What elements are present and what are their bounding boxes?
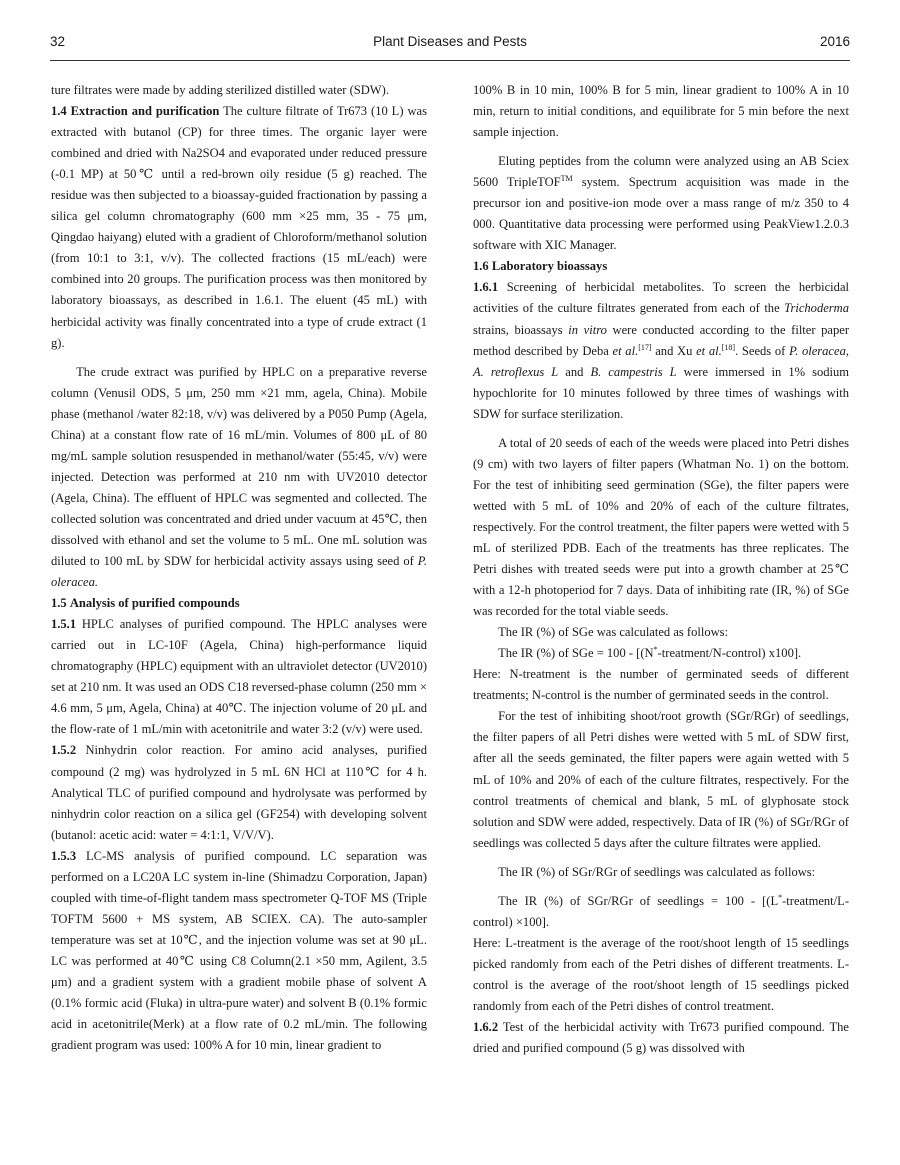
formula-text: The IR (%) of SGr/RGr of seedlings = 100 - [(L — [498, 893, 779, 908]
citation-ref: [17] — [638, 342, 652, 352]
section-text: The culture filtrate of Tr673 (10 L) was extracted with butanol (CP) for three times. The organic layer were combined and dried with Na2SO4 and evaporated under reduced pressure (-0.1 MP) at 50℃ until a red-brown oily residue (5 g) reached. The residue was then subjected to a bioassay-guided fractionation by passing a silica gel column chromatography (600 mm ×25 mm, 35 - 75 μm, Qingdao haiyang) eluted with a gradient of Chloroform/methanol solution (from 10:1 to 3:1, v/v). The collected fractions (15 mL/each) were combined into 20 groups. The purification process was then monitored by laboratory bioassays, as described in 1.6.1. The eluent (45 mL) with herbicidal activity was finally concentrated into a type of crude extract (1 g). — [51, 104, 427, 350]
section-1-6 — [473, 256, 849, 277]
subsection-text: LC-MS analysis of purified compound. LC separation was performed on a LC20A LC system in-line (Shimadzu Corporation, Japan) coupled with time-of-flight tandem mass spectrometer Q-TOF MS (Triple TOFTM 5600 + MS system, AB SCIEX. CA). The auto-sampler temperature was set at 10℃, and the injection volume was set at 90 μL. LC was performed at 40℃ using C8 Column(2.1 ×50 mm, Agilent, 3.5 μm) and a gradient system with a gradient mobile phase of solvent A (0.1% formic acid (Fluka) in ultra-pure water) and solvent B (0.1% formic acid in acetonitrile(Merk) at a flow rate of 0.2 mL/min. The following gradient program was used: 100% A for 10 min, linear gradient to — [51, 848, 427, 1053]
species-name: P. oleracea — [789, 343, 846, 358]
et-al: et al. — [696, 343, 722, 358]
latin-term: in vitro — [568, 322, 607, 337]
section-1-4 — [51, 101, 427, 354]
subsection-text: Screening of herbicidal metabolites. To screen the herbicidal activities of the culture filtrates generated from each of the — [473, 280, 850, 316]
formula-text: -treatment/L-control) ×100]. — [473, 893, 849, 929]
paragraph-text: system. Spectrum acquisition was made in the precursor ion and positive-ion mode over a mass range of m/z 350 to 4 000. Quantitative data processing were performed using PeakView1.2.0.3 software with XIC Manager. — [473, 175, 849, 253]
et-al: et al. — [612, 343, 639, 358]
section-number: 1.5 — [51, 596, 67, 611]
species-name: A. retroflexus L — [473, 364, 559, 379]
section-1-6-2 — [473, 1017, 849, 1059]
right-column — [473, 80, 849, 1059]
subsection-number: 1.5.2 — [51, 743, 77, 758]
subsection-text: were conducted according to the filter paper method described by Deba — [473, 322, 850, 358]
running-header — [50, 34, 850, 56]
subsection-text: Test of the herbicidal activity with Tr673 purified compound. The dried and purified compound (5 g) was dissolved with — [473, 1020, 849, 1056]
paragraph-shoot-root: For the test of inhibiting shoot/root growth (SGr/RGr) of seedlings, the filter papers of all Petri dishes were wetted with 5 mL of SDW first, after all the seeds geminated, the filter papers were again wetted with 5 mL of 10% and 20% of each of the culture filtrates, respectively. For the control treatments of chemical and blank, 5 mL of glyphosate stock solution and SDW were added, respectively. Data of IR (%) of SGr/RGr of seedlings was collected 5 days after the culture filtrates were applied. — [473, 709, 849, 850]
subsection-text: . Seeds of — [735, 343, 786, 358]
journal-year: 2016 — [819, 34, 850, 49]
formula-text: The IR (%) of SGe = 100 - [(N — [498, 646, 654, 661]
section-heading: Extraction and purification — [70, 104, 220, 119]
section-number: 1.4 — [51, 104, 67, 119]
subsection-text: , — [845, 343, 849, 358]
formula-superscript: * — [778, 892, 783, 902]
subsection-text: were immersed in 1% sodium hypochlorite for 10 minutes followed by three times of washings with SDW for surface sterilization. — [473, 364, 850, 421]
formula-sgr — [473, 891, 849, 933]
paragraph-hplc-purification — [51, 362, 427, 594]
section-1-5-2 — [51, 740, 427, 845]
section-1-5 — [51, 593, 427, 614]
formula-definition: Here: L-treatment is the average of the root/shoot length of 15 seedlings picked randomly from each of the Petri dishes of different treatments. L-control is the average of the root/shoot length of 15 seedlings picked randomly from each of the Petri dishes of control treatment. — [473, 935, 849, 1013]
paragraph-continued: ture filtrates were made by adding sterilized distilled water (SDW). — [51, 83, 389, 97]
section-1-5-1 — [51, 614, 427, 740]
subsection-text: and — [565, 364, 584, 379]
genus-name: Trichoderma — [784, 301, 850, 316]
subsection-number: 1.6.1 — [473, 280, 499, 295]
section-number: 1.6 — [473, 259, 489, 274]
formula-text: -treatment/N-control) x100]. — [657, 646, 802, 661]
species-name: P. oleracea. — [51, 554, 427, 590]
section-1-5-3 — [51, 846, 427, 1056]
section-heading: Analysis of purified compounds — [69, 596, 240, 611]
section-1-6-1 — [473, 277, 849, 424]
header-rule — [50, 60, 850, 61]
subsection-text: strains, bioassays — [473, 322, 563, 337]
species-name: B. campestris L — [590, 364, 677, 379]
subsection-number: 1.5.3 — [51, 848, 77, 863]
paragraph-seed-test: A total of 20 seeds of each of the weeds were placed into Petri dishes (9 cm) with two layers of filter papers (Whatman No. 1) on the bottom. For the test of inhibiting seed germination (SGe), the filter papers were wetted with 5 mL of 10% and 20% of each of the culture filtrates, respectively. For the control treatment, the filter papers were wetted with 5 mL of sterilized PDB. Each of the treatments has three replicates. The Petri dishes with treated seeds were put into a growth chamber at 25℃ with a 12-h photoperiod for 7 days. Data of inhibiting rate (IR, %) of SGe was recorded for the total viable seeds. — [473, 435, 849, 619]
formula-definition: Here: N-treatment is the number of germinated seeds of different treatments; N-control is the number of germinated seeds in the control. — [473, 667, 849, 703]
journal-title: Plant Diseases and Pests — [373, 34, 527, 49]
subsection-text: and Xu — [655, 343, 693, 358]
page-number: 32 — [50, 34, 66, 49]
section-heading: Laboratory bioassays — [491, 259, 608, 274]
subsection-number: 1.6.2 — [473, 1020, 499, 1035]
formula-sge — [473, 643, 849, 664]
paragraph-text: Eluting peptides from the column were analyzed using an AB Sciex 5600 TripleTOF — [473, 154, 849, 190]
subsection-number: 1.5.1 — [51, 617, 77, 632]
subsection-text: Ninhydrin color reaction. For amino acid analyses, purified compound (2 mg) was hydrolyzed in 5 mL 6N HCl at 110℃ for 4 h. Analytical TLC of purified compound and hydrolysate was performed by ninhydrin color reaction on a silica gel (GF254) with developing solvent (butanol: acetic acid: water = 4:1:1, V/V/V). — [51, 743, 427, 842]
left-column — [51, 80, 427, 1056]
formula-superscript: * — [653, 645, 658, 655]
trademark-superscript: TM — [560, 174, 573, 184]
formula-intro: The IR (%) of SGe was calculated as follows: — [498, 625, 729, 640]
paragraph-continued: 100% B in 10 min, 100% B for 5 min, linear gradient to 100% A in 10 min, return to initial conditions, and equilibrate for 5 min before the next sample injection. — [473, 83, 849, 140]
paragraph-eluting — [473, 151, 849, 256]
citation-ref: [18] — [721, 342, 736, 352]
paragraph-text: The crude extract was purified by HPLC on a preparative reverse column (Venusil ODS, 5 μm, 250 mm ×21 mm, agela, China). Mobile phase (methanol /water 82:18, v/v) was delivered by a P050 Pump (Agela, China) at a constant flow rate of 16 mL/min. Volumes of 800 μL of 80 mg/mL sample solution resuspended in methanol/water (55:45, v/v) were injected. Detection was performed at 210 nm with UV2010 detector (Agela, China). The effluent of HPLC was segmented and collected. The collected solution was concentrated and dried under vacuum at 45℃, then dissolved with ethanol and set the volume to 5 mL. One mL solution was diluted to 100 mL by SDW for herbicidal activity assays using seed of — [51, 364, 427, 569]
subsection-text: HPLC analyses of purified compound. The HPLC analyses were carried out in LC-10F (Agela, China) high-performance liquid chromatography (HPLC) equipment with an ultraviolet detector (UV2010) set at 210 nm. It was used an ODS C18 reversed-phase column (250 mm × 4.6 mm, 5 μm, Agela, China) at 40℃. The injection volume of 20 μL and the flow-rate of 1 mL/min with acetonitrile and water 3:2 (v/v) were used. — [51, 617, 427, 737]
formula-intro: The IR (%) of SGr/RGr of seedlings was calculated as follows: — [498, 864, 816, 879]
